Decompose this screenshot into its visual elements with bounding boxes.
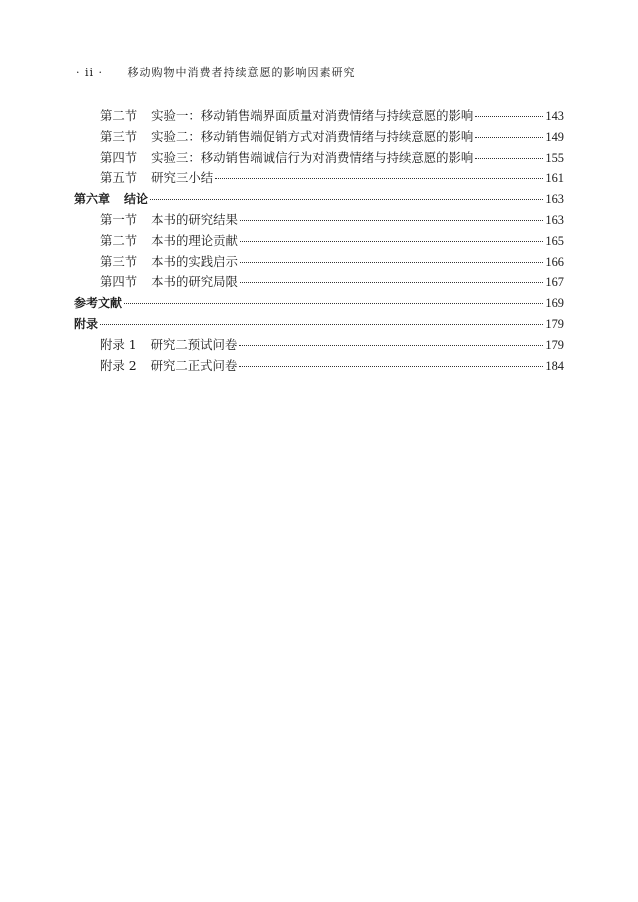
- toc-title: 实验二：移动销售端促销方式对消费情绪与持续意愿的影响: [151, 128, 474, 144]
- toc-title: 本书的实践启示: [151, 253, 238, 269]
- toc-page: 184: [545, 358, 564, 373]
- toc-chapter-title: 结论: [124, 192, 149, 207]
- toc-title: 本书的理论贡献: [151, 232, 238, 248]
- toc-entry[interactable]: [74, 168, 564, 189]
- toc-page: 165: [545, 233, 564, 248]
- toc-number: 第二节: [100, 108, 138, 123]
- toc-title: 本书的研究局限: [151, 274, 238, 290]
- toc-chapter-title: 参考文献: [74, 296, 123, 311]
- toc-title: 研究三小结: [151, 170, 214, 186]
- toc-number: 第二节: [100, 232, 138, 248]
- toc-page: 179: [545, 337, 564, 352]
- toc-number: 第四节: [100, 274, 138, 290]
- dot-leader: [239, 366, 543, 367]
- toc-page: 143: [545, 109, 564, 123]
- toc-page: 155: [545, 150, 564, 165]
- toc-number: 第三节: [100, 253, 138, 269]
- dot-leader: [240, 241, 544, 242]
- dot-leader: [475, 158, 543, 159]
- table-of-contents: [74, 106, 564, 376]
- toc-page: 179: [545, 316, 564, 331]
- running-header: [76, 64, 356, 80]
- toc-title: 实验三：移动销售端诚信行为对消费情绪与持续意愿的影响: [151, 149, 474, 165]
- toc-number: 第四节: [100, 149, 138, 165]
- toc-page: 163: [545, 212, 564, 227]
- book-title: 移动购物中消费者持续意愿的影响因素研究: [127, 66, 356, 79]
- page-number: · ii ·: [76, 66, 104, 79]
- toc-entry[interactable]: [74, 252, 564, 273]
- toc-entry[interactable]: [74, 210, 564, 231]
- toc-page: 167: [545, 275, 564, 290]
- dot-leader: [215, 178, 543, 179]
- toc-entry[interactable]: [74, 335, 564, 356]
- toc-page: 169: [545, 296, 564, 311]
- toc-number: 第五节: [100, 170, 138, 186]
- dot-leader: [239, 345, 543, 346]
- toc-title: 实验一：移动销售端界面质量对消费情绪与持续意愿的影响: [151, 108, 474, 123]
- toc-chapter-entry[interactable]: [74, 314, 564, 335]
- dot-leader: [100, 324, 543, 325]
- toc-number: 第一节: [100, 211, 138, 227]
- toc-entry[interactable]: [74, 356, 564, 377]
- dot-leader: [475, 116, 543, 117]
- dot-leader: [124, 303, 543, 304]
- toc-entry[interactable]: [74, 272, 564, 293]
- dot-leader: [475, 137, 543, 138]
- dot-leader: [150, 199, 543, 200]
- toc-title: 本书的研究结果: [151, 211, 238, 227]
- toc-chapter-entry[interactable]: [74, 189, 564, 210]
- toc-chapter-title: 附录: [74, 316, 99, 331]
- toc-number: 附录 2: [100, 357, 137, 373]
- toc-entry[interactable]: [74, 231, 564, 252]
- toc-entry[interactable]: [74, 127, 564, 148]
- toc-number: 附录 1: [100, 336, 137, 352]
- dot-leader: [240, 262, 544, 263]
- dot-leader: [240, 220, 544, 221]
- toc-number: 第三节: [100, 128, 138, 144]
- toc-entry[interactable]: [74, 148, 564, 169]
- toc-title: 研究二预试问卷: [150, 336, 238, 352]
- toc-page: 166: [545, 254, 564, 269]
- toc-entry[interactable]: [74, 106, 564, 127]
- dot-leader: [240, 282, 544, 283]
- toc-chapter-entry[interactable]: [74, 293, 564, 314]
- toc-page: 149: [545, 129, 564, 144]
- toc-title: 研究二正式问卷: [150, 357, 238, 373]
- toc-chapter-number: 第六章: [74, 192, 111, 207]
- toc-page: 161: [545, 171, 564, 186]
- toc-page: 163: [545, 192, 564, 207]
